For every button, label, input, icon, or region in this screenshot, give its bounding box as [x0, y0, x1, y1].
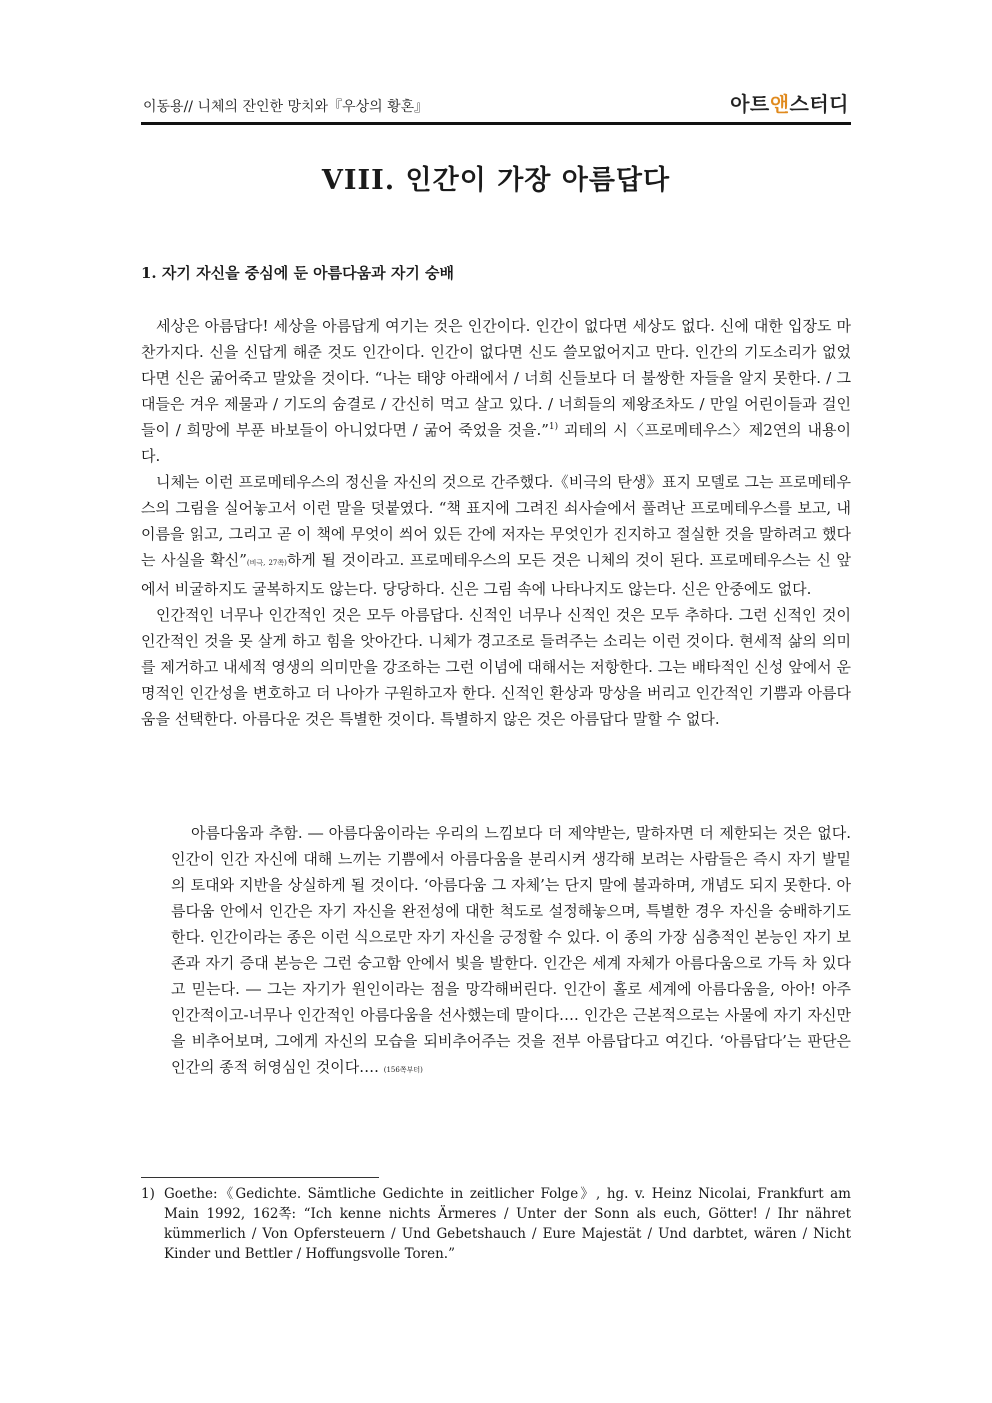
logo-part-1: 아트: [730, 92, 770, 116]
section-title: 1. 자기 자신을 중심에 둔 아름다움과 자기 숭배: [141, 264, 455, 282]
footnote-number: 1): [141, 1186, 155, 1202]
body-text: [141, 313, 851, 732]
quote-citation: (156쪽부터): [383, 1066, 423, 1074]
inline-citation: (비극, 27쪽): [246, 559, 287, 567]
logo-part-3: 스터디: [789, 92, 849, 116]
quote-text: 아름다움과 추함. ― 아름다움이라는 우리의 느낌보다 더 제약받는, 말하자면 더 제한되는 것은 없다. 인간이 인간 자신에 대해 느끼는 기쁨에서 아름다움을 분리시켜 생각해 보려는 사람들은 즉시 자기 발밑의 토대와 지반을 상실하게 될 것이다. ‘아름다움 그 자체’는 단지 말에 불과하며, 개념도 되지 못한다. 아름다움 안에서 인간은 자기 자신을 완전성에 대한 척도로 설정해놓으며, 특별한 경우 자신을 숭배하기도 한다. 인간이라는 종은 이런 식으로만 자기 자신을 긍정할 수 있다. 이 종의 가장 심층적인 본능인 자기 보존과 자기 증대 본능은 그런 숭고함 안에서 빛을 발한다. 인간은 세계 자체가 아름다움으로 가득 차 있다고 믿는다. ― 그는 자기가 원인이라는 점을 망각해버린다. 인간이 홀로 세계에 아름다움을, 아아! 아주 인간적이고-너무나 인간적인 아름다움을 선사했는데 말이다…. 인간은 근본적으로는 사물에 자기 자신만을 비추어보며, 그에게 자신의 모습을 되비추어주는 것을 전부 아름답다고 여긴다. ‘아름답다’는 판단은 인간의 종적 허영심인 것이다….: [171, 824, 851, 1076]
block-quote: [171, 820, 851, 1083]
page-header: [141, 86, 851, 125]
chapter-title: VIII. 인간이 가장 아름답다: [321, 165, 671, 196]
footnote: [141, 1184, 851, 1264]
paragraph-1-tail: 괴테의 시〈프로메테우스〉제2연의 내용이다.: [141, 421, 851, 465]
paragraph-3: 인간적인 너무나 인간적인 것은 모두 아름답다. 신적인 너무나 신적인 것은 모두 추하다. 그런 신적인 것이 인간적인 것을 못 살게 하고 힘을 앗아간다. 니체가 경고조로 들려주는 소리는 이런 것이다. 현세적 삶의 의미를 제거하고 내세적 영생의 의미만을 강조하는 그런 이념에 대해서는 저항한다. 그는 배타적인 신성 앞에서 운명적인 인간성을 변호하고 더 나아가 구원하고자 한다. 신적인 환상과 망상을 버리고 인간적인 기쁨과 아름다움을 선택한다. 아름다운 것은 특별한 것이다. 특별하지 않은 것은 아름답다 말할 수 없다.: [141, 606, 851, 728]
footnote-reference: 1): [548, 422, 559, 432]
paragraph-2-text: 니체는 이런 프로메테우스의 정신을 자신의 것으로 간주했다.《비극의 탄생》표지 모델로 그는 프로메테우스의 그림을 실어놓고서 이런 말을 덧붙였다. “책 표지에 그려진 쇠사슬에서 풀려난 프로메테우스를 보고, 내 이름을 읽고, 그리고 곧 이 책에 무엇이 씌어 있든 간에 저자는 무엇인가 진지하고 절실한 것을 말하려고 했다는 사실을 확신”: [141, 473, 851, 569]
footnote-text: Goethe:《Gedichte. Sämtliche Gedichte in zeitlicher Folge》, hg. v. Heinz Nicolai, Frankfurt am Main 1992, 162쪽: “Ich kenne nichts Ärmeres / Unter der Sonn als euch, Götter! / Ihr nähret kümmerlich / Von Opfersteuern / Und Gebetshauch / Eure Majestät / Und darbtet, wären / Nicht Kinder und Bettler / Hoffungsvolle Toren.”: [164, 1186, 851, 1262]
footnote-divider: [141, 1177, 379, 1178]
logo-part-2: 앤: [769, 92, 790, 116]
paragraph-1-text: 세상은 아름답다! 세상을 아름답게 여기는 것은 인간이다. 인간이 없다면 세상도 없다. 신에 대한 입장도 마찬가지다. 신을 신답게 해준 것도 인간이다. 인간이 없다면 신도 쓸모없어지고 만다. 인간의 기도소리가 없었다면 신은 굶어죽고 말았을 것이다. “나는 태양 아래에서 / 너희 신들보다 더 불쌍한 자들을 알지 못한다. / 그대들은 겨우 제물과 / 기도의 숨결로 / 간신히 먹고 살고 있다. / 너희들의 제왕조차도 / 만일 어린이들과 걸인들이 / 희망에 부푼 바보들이 아니었다면 / 굶어 죽었을 것을.”: [141, 317, 851, 439]
quote-paragraph: [171, 820, 851, 1083]
running-title: 이동용// 니체의 잔인한 망치와『우상의 황혼』: [143, 99, 429, 115]
paragraph-1: [141, 313, 851, 469]
paragraph-2-tail: 하게 될 것이라고. 프로메테우스의 모든 것은 니체의 것이 된다. 프로메테우스는 신 앞에서 비굴하지도 굴복하지도 않는다. 당당하다. 신은 그림 속에 나타나지도 않는다. 신은 안중에도 없다.: [141, 551, 851, 598]
publisher-logo: [730, 88, 849, 117]
paragraph-2: [141, 469, 851, 602]
